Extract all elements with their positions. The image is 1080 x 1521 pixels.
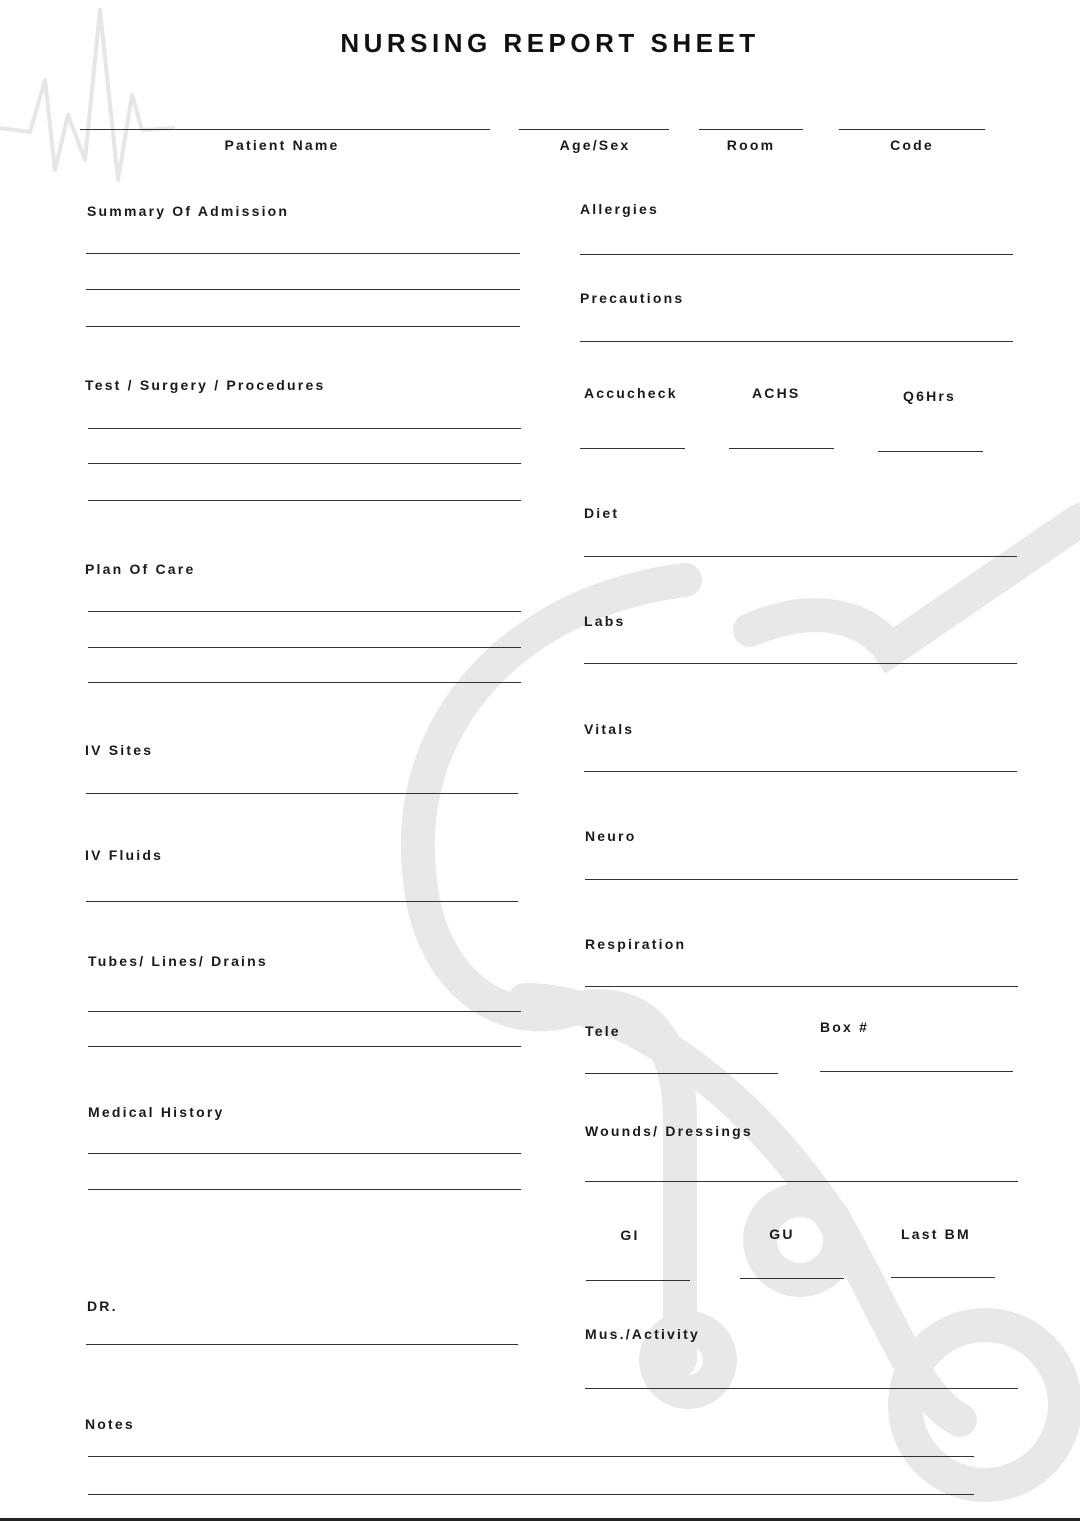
iv-sites-line[interactable] — [86, 773, 518, 794]
last-bm-line[interactable] — [891, 1257, 995, 1278]
wounds-line[interactable] — [585, 1161, 1018, 1182]
allergies-label: Allergies — [580, 201, 659, 217]
tubes-line-2[interactable] — [88, 1026, 521, 1047]
respiration-label: Respiration — [585, 936, 687, 952]
gi-line[interactable] — [586, 1260, 690, 1281]
doctor-label: DR. — [87, 1298, 118, 1314]
last-bm-label: Last BM — [901, 1226, 971, 1242]
vitals-line[interactable] — [584, 751, 1017, 772]
q6hrs-label: Q6Hrs — [903, 388, 957, 404]
neuro-label: Neuro — [585, 828, 637, 844]
tubes-line-1[interactable] — [88, 991, 521, 1012]
tests-line-1[interactable] — [88, 408, 521, 429]
allergies-line[interactable] — [580, 234, 1013, 255]
tubes-lines-drains-label: Tubes/ Lines/ Drains — [88, 953, 268, 969]
vitals-label: Vitals — [584, 721, 635, 737]
test-surgery-procedures-label: Test / Surgery / Procedures — [85, 377, 326, 393]
precautions-label: Precautions — [580, 290, 685, 306]
summary-line-2[interactable] — [86, 269, 520, 290]
patient-name-field[interactable] — [80, 109, 490, 130]
summary-of-admission-label: Summary Of Admission — [87, 203, 290, 219]
medical-history-label: Medical History — [88, 1104, 225, 1120]
diet-line[interactable] — [584, 536, 1017, 557]
diet-label: Diet — [584, 505, 620, 521]
notes-line-2[interactable] — [88, 1474, 974, 1495]
page-title: NURSING REPORT SHEET — [340, 28, 760, 58]
labs-line[interactable] — [584, 643, 1017, 664]
box-number-line[interactable] — [820, 1051, 1013, 1072]
gi-label: GI — [620, 1227, 640, 1243]
code-label: Code — [890, 137, 934, 153]
history-line-1[interactable] — [88, 1133, 521, 1154]
mus-activity-line[interactable] — [585, 1368, 1018, 1389]
wounds-dressings-label: Wounds/ Dressings — [585, 1123, 753, 1139]
tele-label: Tele — [585, 1023, 621, 1039]
tests-line-3[interactable] — [88, 480, 521, 501]
tele-line[interactable] — [585, 1053, 778, 1074]
accucheck-label: Accucheck — [584, 385, 678, 401]
patient-name-label: Patient Name — [224, 137, 340, 153]
box-number-label: Box # — [820, 1019, 870, 1035]
room-label: Room — [726, 137, 776, 153]
precautions-line[interactable] — [580, 321, 1013, 342]
achs-line[interactable] — [729, 428, 834, 449]
accucheck-line[interactable] — [580, 428, 685, 449]
summary-line-1[interactable] — [86, 233, 520, 254]
summary-line-3[interactable] — [86, 306, 520, 327]
neuro-line[interactable] — [585, 859, 1018, 880]
achs-label: ACHS — [752, 385, 801, 401]
iv-sites-label: IV Sites — [85, 742, 154, 758]
mus-activity-label: Mus./Activity — [585, 1326, 700, 1342]
respiration-line[interactable] — [585, 966, 1018, 987]
plan-of-care-label: Plan Of Care — [85, 561, 196, 577]
iv-fluids-label: IV Fluids — [85, 847, 164, 863]
age-sex-field[interactable] — [519, 109, 669, 130]
notes-label: Notes — [85, 1416, 135, 1432]
gu-label: GU — [769, 1226, 795, 1242]
labs-label: Labs — [584, 613, 626, 629]
age-sex-label: Age/Sex — [559, 137, 631, 153]
gu-line[interactable] — [740, 1258, 844, 1279]
room-field[interactable] — [699, 109, 803, 130]
tests-line-2[interactable] — [88, 443, 521, 464]
plan-line-1[interactable] — [88, 591, 521, 612]
plan-line-2[interactable] — [88, 627, 521, 648]
doctor-line[interactable] — [86, 1324, 518, 1345]
q6hrs-line[interactable] — [878, 431, 983, 452]
history-line-2[interactable] — [88, 1169, 521, 1190]
code-field[interactable] — [839, 109, 985, 130]
iv-fluids-line[interactable] — [86, 881, 518, 902]
plan-line-3[interactable] — [88, 662, 521, 683]
notes-line-1[interactable] — [88, 1436, 974, 1457]
